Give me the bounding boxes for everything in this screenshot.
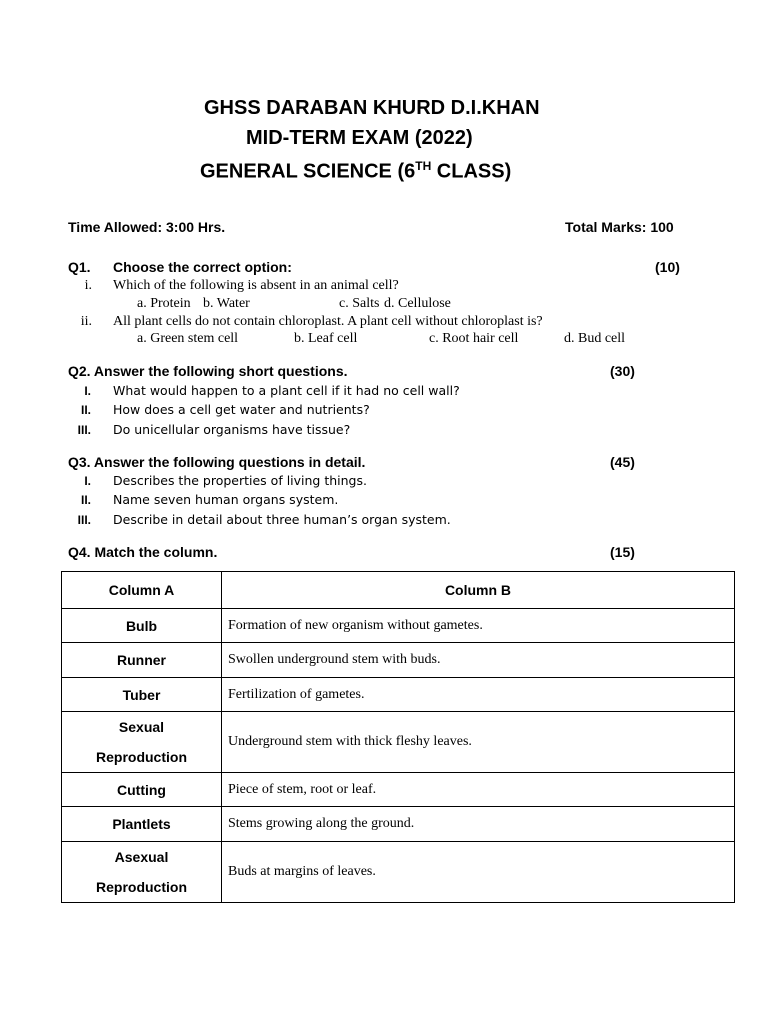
total-marks: Total Marks: 100 [565, 219, 674, 235]
q2-item-text: What would happen to a plant cell if it had no cell wall? [113, 383, 460, 398]
column-a-cell: Runner [62, 643, 222, 678]
q3-item-text: Describe in detail about three human’s organ system. [113, 512, 451, 527]
q1-option: a. Protein [137, 296, 191, 311]
q2-title: Q2. Answer the following short questions. [68, 363, 348, 379]
q3-title: Q3. Answer the following questions in detail. [68, 454, 366, 470]
q2-item-text: Do unicellular organisms have tissue? [113, 422, 351, 437]
q1-label: Q1. [68, 259, 91, 275]
column-a-cell: Cutting [62, 773, 222, 807]
table-row [62, 807, 735, 842]
q4-title: Q4. Match the column. [68, 544, 218, 560]
q2-marks: (30) [610, 363, 635, 379]
q1-option: b. Leaf cell [294, 331, 358, 346]
column-b-cell: Fertilization of gametes. [222, 678, 735, 712]
column-a-cell [62, 842, 222, 903]
column-a-line: Sexual [118, 719, 165, 735]
column-b-cell: Buds at margins of leaves. [222, 842, 735, 903]
column-a-header: Column A [62, 572, 222, 609]
column-a-line: Asexual [114, 849, 169, 865]
q4-marks: (15) [610, 544, 635, 560]
time-allowed: Time Allowed: 3:00 Hrs. [68, 219, 226, 235]
subject-title-end: CLASS) [431, 160, 512, 183]
column-b-cell: Formation of new organism without gametes. [222, 609, 735, 643]
match-table [61, 571, 735, 903]
exam-title: MID-TERM EXAM (2022) [246, 127, 473, 149]
subject-title-text: GENERAL SCIENCE (6 [200, 160, 416, 183]
q3-marks: (45) [610, 454, 635, 470]
table-row [62, 643, 735, 678]
q1-option: a. Green stem cell [137, 331, 239, 346]
column-b-cell: Underground stem with thick fleshy leaves. [222, 712, 735, 773]
q1-item-number: ii. [80, 314, 92, 329]
q3-item-number: I. [84, 474, 91, 488]
table-row [62, 609, 735, 643]
table-row [62, 842, 735, 903]
school-name: GHSS DARABAN KHURD D.I.KHAN [204, 97, 540, 119]
subject-superscript: TH [415, 159, 432, 173]
q3-item-number: II. [80, 493, 91, 507]
column-b-cell: Swollen underground stem with buds. [222, 643, 735, 678]
column-a-line: Reproduction [96, 749, 187, 765]
q1-option: b. Water [203, 296, 250, 311]
column-a-cell [62, 712, 222, 773]
q2-item-number: II. [80, 403, 91, 417]
q2-item-text: How does a cell get water and nutrients? [113, 402, 370, 417]
column-a-cell: Tuber [62, 678, 222, 712]
q1-option: c. Root hair cell [429, 331, 519, 346]
q1-item-text: Which of the following is absent in an animal cell? [113, 278, 399, 293]
match-table-header [62, 572, 735, 609]
table-row [62, 773, 735, 807]
q3-item-number: III. [77, 513, 91, 527]
q2-item-number: I. [84, 384, 91, 398]
column-b-cell: Stems growing along the ground. [222, 807, 735, 842]
q1-title: Choose the correct option: [113, 259, 292, 275]
column-a-cell: Bulb [62, 609, 222, 643]
q1-item-number: i. [84, 278, 92, 293]
q1-option: c. Salts [339, 296, 380, 311]
column-a-line: Reproduction [96, 879, 187, 895]
q1-option: d. Cellulose [384, 296, 451, 311]
table-row [62, 678, 735, 712]
q1-marks: (10) [655, 259, 680, 275]
column-a-cell: Plantlets [62, 807, 222, 842]
subject-title [200, 159, 511, 184]
column-b-header: Column B [222, 572, 735, 609]
q1-option: d. Bud cell [564, 331, 626, 346]
q2-item-number: III. [77, 423, 91, 437]
table-row [62, 712, 735, 773]
q3-item-text: Name seven human organs system. [113, 492, 339, 507]
column-b-cell: Piece of stem, root or leaf. [222, 773, 735, 807]
q3-item-text: Describes the properties of living things. [113, 473, 367, 488]
q1-item-text: All plant cells do not contain chloroplast. A plant cell without chloroplast is? [113, 314, 543, 329]
